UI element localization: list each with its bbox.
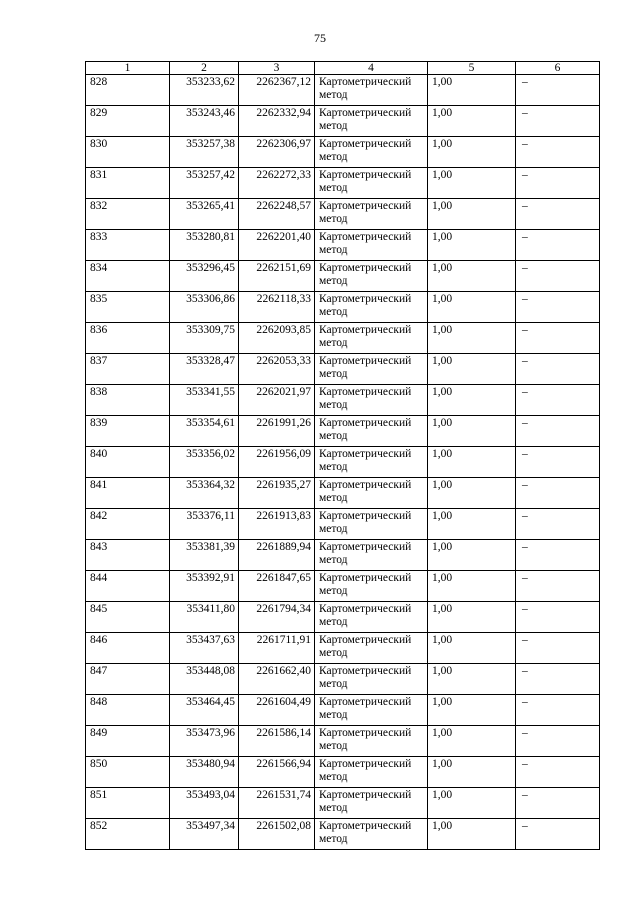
- point-number-cell: 843: [86, 540, 170, 571]
- point-number-cell: 847: [86, 664, 170, 695]
- point-number-cell: 852: [86, 819, 170, 850]
- point-number-cell: 841: [86, 478, 170, 509]
- point-number-cell: 842: [86, 509, 170, 540]
- point-number-cell: 836: [86, 323, 170, 354]
- y-coordinate-cell: 2262367,12: [239, 75, 315, 106]
- y-coordinate-cell: 2261566,94: [239, 757, 315, 788]
- table-row: [86, 664, 600, 695]
- method-cell: Картометрический метод: [315, 540, 428, 571]
- note-cell: –: [516, 633, 600, 664]
- method-cell: Картометрический метод: [315, 75, 428, 106]
- method-cell: Картометрический метод: [315, 819, 428, 850]
- method-cell: Картометрический метод: [315, 354, 428, 385]
- method-cell: Картометрический метод: [315, 602, 428, 633]
- table-row: [86, 571, 600, 602]
- point-number-cell: 834: [86, 261, 170, 292]
- point-number-cell: 833: [86, 230, 170, 261]
- note-cell: –: [516, 602, 600, 633]
- method-cell: Картометрический метод: [315, 726, 428, 757]
- y-coordinate-cell: 2261847,65: [239, 571, 315, 602]
- y-coordinate-cell: 2261956,09: [239, 447, 315, 478]
- header-col-4: 4: [315, 62, 428, 75]
- accuracy-cell: 1,00: [428, 757, 516, 788]
- x-coordinate-cell: 353233,62: [170, 75, 239, 106]
- note-cell: –: [516, 540, 600, 571]
- page-number: 75: [314, 31, 326, 45]
- accuracy-cell: 1,00: [428, 633, 516, 664]
- note-cell: –: [516, 509, 600, 540]
- x-coordinate-cell: 353257,38: [170, 137, 239, 168]
- accuracy-cell: 1,00: [428, 540, 516, 571]
- x-coordinate-cell: 353280,81: [170, 230, 239, 261]
- point-number-cell: 839: [86, 416, 170, 447]
- table-row: [86, 478, 600, 509]
- method-cell: Картометрический метод: [315, 106, 428, 137]
- note-cell: –: [516, 385, 600, 416]
- note-cell: –: [516, 757, 600, 788]
- x-coordinate-cell: 353243,46: [170, 106, 239, 137]
- point-number-cell: 850: [86, 757, 170, 788]
- accuracy-cell: 1,00: [428, 695, 516, 726]
- note-cell: –: [516, 354, 600, 385]
- table-row: [86, 447, 600, 478]
- x-coordinate-cell: 353392,91: [170, 571, 239, 602]
- header-col-3: 3: [239, 62, 315, 75]
- table-row: [86, 292, 600, 323]
- note-cell: –: [516, 323, 600, 354]
- note-cell: –: [516, 199, 600, 230]
- accuracy-cell: 1,00: [428, 571, 516, 602]
- accuracy-cell: 1,00: [428, 199, 516, 230]
- x-coordinate-cell: 353364,32: [170, 478, 239, 509]
- accuracy-cell: 1,00: [428, 261, 516, 292]
- table-row: [86, 509, 600, 540]
- accuracy-cell: 1,00: [428, 168, 516, 199]
- y-coordinate-cell: 2261531,74: [239, 788, 315, 819]
- y-coordinate-cell: 2261913,83: [239, 509, 315, 540]
- point-number-cell: 851: [86, 788, 170, 819]
- y-coordinate-cell: 2261794,34: [239, 602, 315, 633]
- x-coordinate-cell: 353354,61: [170, 416, 239, 447]
- method-cell: Картометрический метод: [315, 757, 428, 788]
- accuracy-cell: 1,00: [428, 354, 516, 385]
- x-coordinate-cell: 353309,75: [170, 323, 239, 354]
- point-number-cell: 848: [86, 695, 170, 726]
- table-row: [86, 633, 600, 664]
- point-number-cell: 835: [86, 292, 170, 323]
- table-row: [86, 168, 600, 199]
- accuracy-cell: 1,00: [428, 726, 516, 757]
- method-cell: Картометрический метод: [315, 292, 428, 323]
- accuracy-cell: 1,00: [428, 385, 516, 416]
- note-cell: –: [516, 168, 600, 199]
- point-number-cell: 846: [86, 633, 170, 664]
- y-coordinate-cell: 2262053,33: [239, 354, 315, 385]
- table-row: [86, 323, 600, 354]
- method-cell: Картометрический метод: [315, 385, 428, 416]
- method-cell: Картометрический метод: [315, 199, 428, 230]
- header-col-2: 2: [170, 62, 239, 75]
- table-row: [86, 540, 600, 571]
- table-row: [86, 106, 600, 137]
- x-coordinate-cell: 353497,34: [170, 819, 239, 850]
- x-coordinate-cell: 353473,96: [170, 726, 239, 757]
- accuracy-cell: 1,00: [428, 447, 516, 478]
- note-cell: –: [516, 75, 600, 106]
- note-cell: –: [516, 726, 600, 757]
- x-coordinate-cell: 353493,04: [170, 788, 239, 819]
- method-cell: Картометрический метод: [315, 230, 428, 261]
- table-row: [86, 137, 600, 168]
- y-coordinate-cell: 2262272,33: [239, 168, 315, 199]
- y-coordinate-cell: 2262021,97: [239, 385, 315, 416]
- method-cell: Картометрический метод: [315, 695, 428, 726]
- method-cell: Картометрический метод: [315, 509, 428, 540]
- y-coordinate-cell: 2261889,94: [239, 540, 315, 571]
- x-coordinate-cell: 353376,11: [170, 509, 239, 540]
- note-cell: –: [516, 819, 600, 850]
- y-coordinate-cell: 2262151,69: [239, 261, 315, 292]
- point-number-cell: 828: [86, 75, 170, 106]
- table-body: [86, 75, 600, 850]
- point-number-cell: 830: [86, 137, 170, 168]
- method-cell: Картометрический метод: [315, 416, 428, 447]
- table-row: [86, 788, 600, 819]
- point-number-cell: 845: [86, 602, 170, 633]
- x-coordinate-cell: 353437,63: [170, 633, 239, 664]
- table-header: [86, 62, 600, 75]
- point-number-cell: 832: [86, 199, 170, 230]
- coordinates-table: [85, 61, 600, 850]
- note-cell: –: [516, 478, 600, 509]
- note-cell: –: [516, 571, 600, 602]
- note-cell: –: [516, 788, 600, 819]
- point-number-cell: 840: [86, 447, 170, 478]
- method-cell: Картометрический метод: [315, 261, 428, 292]
- note-cell: –: [516, 664, 600, 695]
- header-row: [86, 62, 600, 75]
- accuracy-cell: 1,00: [428, 106, 516, 137]
- x-coordinate-cell: 353448,08: [170, 664, 239, 695]
- point-number-cell: 838: [86, 385, 170, 416]
- y-coordinate-cell: 2262093,85: [239, 323, 315, 354]
- method-cell: Картометрический метод: [315, 137, 428, 168]
- y-coordinate-cell: 2261991,26: [239, 416, 315, 447]
- note-cell: –: [516, 137, 600, 168]
- y-coordinate-cell: 2262248,57: [239, 199, 315, 230]
- x-coordinate-cell: 353411,80: [170, 602, 239, 633]
- y-coordinate-cell: 2262306,97: [239, 137, 315, 168]
- note-cell: –: [516, 106, 600, 137]
- table-row: [86, 695, 600, 726]
- y-coordinate-cell: 2261502,08: [239, 819, 315, 850]
- x-coordinate-cell: 353464,45: [170, 695, 239, 726]
- table-row: [86, 602, 600, 633]
- y-coordinate-cell: 2262201,40: [239, 230, 315, 261]
- x-coordinate-cell: 353356,02: [170, 447, 239, 478]
- y-coordinate-cell: 2261662,40: [239, 664, 315, 695]
- table-row: [86, 819, 600, 850]
- y-coordinate-cell: 2262332,94: [239, 106, 315, 137]
- table-row: [86, 416, 600, 447]
- y-coordinate-cell: 2262118,33: [239, 292, 315, 323]
- accuracy-cell: 1,00: [428, 323, 516, 354]
- x-coordinate-cell: 353341,55: [170, 385, 239, 416]
- note-cell: –: [516, 416, 600, 447]
- accuracy-cell: 1,00: [428, 478, 516, 509]
- accuracy-cell: 1,00: [428, 416, 516, 447]
- y-coordinate-cell: 2261935,27: [239, 478, 315, 509]
- header-col-6: 6: [516, 62, 600, 75]
- table-row: [86, 75, 600, 106]
- method-cell: Картометрический метод: [315, 168, 428, 199]
- accuracy-cell: 1,00: [428, 137, 516, 168]
- y-coordinate-cell: 2261586,14: [239, 726, 315, 757]
- method-cell: Картометрический метод: [315, 633, 428, 664]
- accuracy-cell: 1,00: [428, 788, 516, 819]
- table-row: [86, 199, 600, 230]
- method-cell: Картометрический метод: [315, 478, 428, 509]
- x-coordinate-cell: 353381,39: [170, 540, 239, 571]
- note-cell: –: [516, 261, 600, 292]
- y-coordinate-cell: 2261604,49: [239, 695, 315, 726]
- table-row: [86, 261, 600, 292]
- point-number-cell: 837: [86, 354, 170, 385]
- method-cell: Картометрический метод: [315, 571, 428, 602]
- table-row: [86, 354, 600, 385]
- point-number-cell: 829: [86, 106, 170, 137]
- method-cell: Картометрический метод: [315, 788, 428, 819]
- method-cell: Картометрический метод: [315, 447, 428, 478]
- x-coordinate-cell: 353257,42: [170, 168, 239, 199]
- y-coordinate-cell: 2261711,91: [239, 633, 315, 664]
- accuracy-cell: 1,00: [428, 664, 516, 695]
- accuracy-cell: 1,00: [428, 509, 516, 540]
- method-cell: Картометрический метод: [315, 664, 428, 695]
- accuracy-cell: 1,00: [428, 75, 516, 106]
- accuracy-cell: 1,00: [428, 230, 516, 261]
- x-coordinate-cell: 353328,47: [170, 354, 239, 385]
- x-coordinate-cell: 353296,45: [170, 261, 239, 292]
- table-row: [86, 726, 600, 757]
- method-cell: Картометрический метод: [315, 323, 428, 354]
- note-cell: –: [516, 695, 600, 726]
- header-col-1: 1: [86, 62, 170, 75]
- table-row: [86, 385, 600, 416]
- note-cell: –: [516, 447, 600, 478]
- point-number-cell: 831: [86, 168, 170, 199]
- x-coordinate-cell: 353265,41: [170, 199, 239, 230]
- table-row: [86, 757, 600, 788]
- table-row: [86, 230, 600, 261]
- x-coordinate-cell: 353306,86: [170, 292, 239, 323]
- accuracy-cell: 1,00: [428, 292, 516, 323]
- point-number-cell: 844: [86, 571, 170, 602]
- accuracy-cell: 1,00: [428, 602, 516, 633]
- accuracy-cell: 1,00: [428, 819, 516, 850]
- header-col-5: 5: [428, 62, 516, 75]
- x-coordinate-cell: 353480,94: [170, 757, 239, 788]
- point-number-cell: 849: [86, 726, 170, 757]
- note-cell: –: [516, 292, 600, 323]
- note-cell: –: [516, 230, 600, 261]
